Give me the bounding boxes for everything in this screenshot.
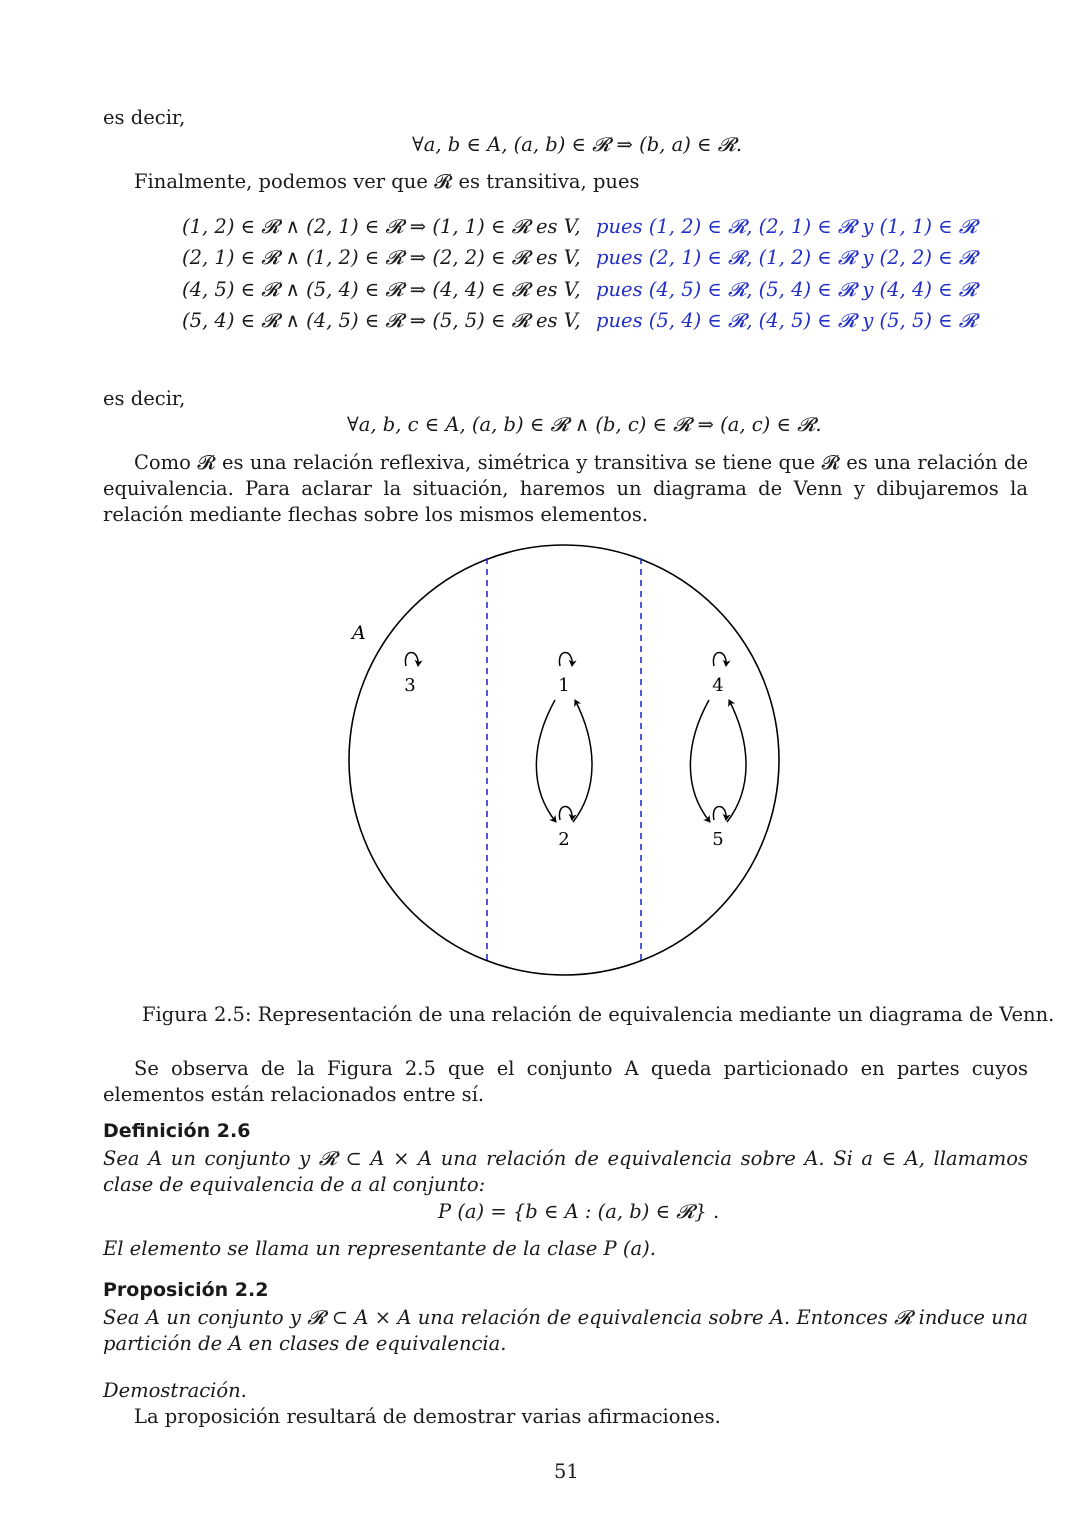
paragraph-lead-1: es decir, [103, 106, 186, 129]
transitive-row-left: (1, 2) ∈ 𝓡 ∧ (2, 1) ∈ 𝓡 ⇒ (1, 1) ∈ 𝓡 es V, [182, 215, 581, 238]
equation-symmetric: ∀a, b ∈ A, (a, b) ∈ 𝓡 ⇒ (b, a) ∈ 𝓡. [412, 133, 743, 156]
element-label: 1 [558, 675, 570, 696]
element-label: 3 [404, 675, 416, 696]
definition-tail: El elemento se llama un representante de la clase P (a). [103, 1237, 656, 1260]
transitive-intro: Finalmente, podemos ver que 𝓡 es transitiva, pues [134, 170, 640, 193]
transitive-row-left: (5, 4) ∈ 𝓡 ∧ (4, 5) ∈ 𝓡 ⇒ (5, 5) ∈ 𝓡 es V, [182, 309, 581, 332]
self-loop-arrow [405, 653, 418, 667]
relation-arrow [573, 700, 592, 822]
set-circle [349, 545, 779, 975]
transitive-row-right: pues (4, 5) ∈ 𝓡, (5, 4) ∈ 𝓡 y (4, 4) ∈ 𝓡 [596, 278, 978, 301]
relation-arrow [690, 700, 710, 822]
self-loop-arrow [713, 807, 726, 821]
equivalence-paragraph: Como 𝓡 es una relación reflexiva, simétrica y transitiva se tiene que 𝓡 es una relación de equivalencia. Para aclarar la situación, haremos un diagrama de Venn y dibujaremos la relación mediante flechas sobre los mismos elementos. [103, 451, 1028, 526]
element-label: 2 [558, 829, 570, 850]
proposition-body: Sea A un conjunto y 𝓡 ⊂ A × A una relación de equivalencia sobre A. Entonces 𝓡 induce una partición de A en clases de equivalencia. [103, 1306, 1028, 1355]
figure-caption: Figura 2.5: Representación de una relación de equivalencia mediante un diagrama de Venn. [142, 1003, 1055, 1026]
transitive-row-left: (2, 1) ∈ 𝓡 ∧ (1, 2) ∈ 𝓡 ⇒ (2, 2) ∈ 𝓡 es V, [182, 246, 581, 269]
transitive-row-right: pues (2, 1) ∈ 𝓡, (1, 2) ∈ 𝓡 y (2, 2) ∈ 𝓡 [596, 246, 978, 269]
proposition-title: Proposición 2.2 [103, 1279, 269, 1301]
relation-arrow [727, 700, 746, 822]
element-label: 5 [712, 829, 724, 850]
self-loop-arrow [713, 653, 726, 667]
definition-formula: P (a) = {b ∈ A : (a, b) ∈ 𝓡} . [438, 1200, 720, 1223]
transitive-row-right: pues (1, 2) ∈ 𝓡, (2, 1) ∈ 𝓡 y (1, 1) ∈ 𝓡 [596, 215, 978, 238]
relation-arrow [536, 700, 556, 822]
element-label: 4 [712, 675, 724, 696]
proof-label: Demostración. [103, 1379, 247, 1402]
definition-body: Sea A un conjunto y 𝓡 ⊂ A × A una relación de equivalencia sobre A. Si a ∈ A, llamamos clase de equivalencia de a al conjunto: [103, 1147, 1028, 1196]
self-loop-arrow [559, 653, 572, 667]
proof-text: La proposición resultará de demostrar varias afirmaciones. [134, 1405, 721, 1428]
self-loop-arrow [559, 807, 572, 821]
equation-transitive: ∀a, b, c ∈ A, (a, b) ∈ 𝓡 ∧ (b, c) ∈ 𝓡 ⇒ (a, c) ∈ 𝓡. [347, 413, 822, 436]
transitive-row-right: pues (5, 4) ∈ 𝓡, (4, 5) ∈ 𝓡 y (5, 5) ∈ 𝓡 [596, 309, 978, 332]
definition-title: Definición 2.6 [103, 1120, 251, 1142]
set-label: A [352, 622, 366, 644]
paragraph-lead-2: es decir, [103, 387, 186, 410]
observation-paragraph: Se observa de la Figura 2.5 que el conjunto A queda particionado en partes cuyos elementos están relacionados entre sí. [103, 1057, 1028, 1106]
transitive-row-left: (4, 5) ∈ 𝓡 ∧ (5, 4) ∈ 𝓡 ⇒ (4, 4) ∈ 𝓡 es V, [182, 278, 581, 301]
page-number: 51 [554, 1460, 579, 1483]
